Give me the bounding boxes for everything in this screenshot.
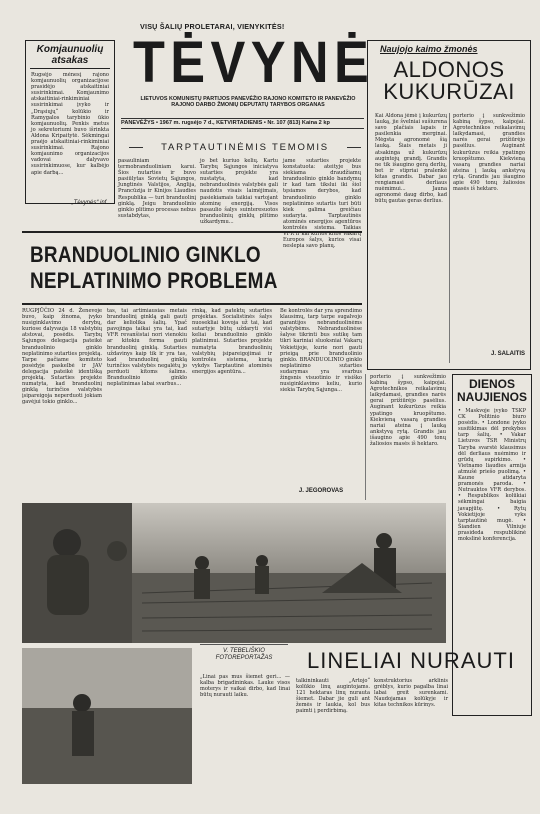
komjaunuoliu-title-1: Komjaunuolių: [36, 44, 104, 55]
main-article-col-3: rinką, kad patektų sutarties projektas. Socialistinės šalys nuosekliai kovoja už tai, kad sutartyje būtų uždaryti visi keliai branduolinio ginklo platinimui. Sutarties projekte numatyta branduolinių valstybių įsipareigojimai ir kontrolės sistema, kurią vykdys Tarptautinė atominės energijos agentūra...: [192, 308, 272, 375]
photo-caption: V. TEBELIŠKIO FOTOREPORTAŽAS: [215, 648, 273, 661]
feature-col-2: porterio į sunkvežimio kabiną šypso, kaipojai. Agrotechnikos reikalavimų laikydamasi, grandies narės gerai prižiūrėjo pasėlius. Auginant kukurūzus reikia ypatingo kruopštumo. Kiekvieną vasarą grandies nariai ateina į lauką ankstyvą rytą. Grandis jau išaugino apie 490 tonų žaliosios masės iš hektaro.: [453, 113, 525, 193]
main-article-signature: J. JEGOROVAS: [298, 488, 344, 494]
feature-col-1: Kai Aldona jėmė į kukurūzų lauką, jie švelniai sušiurena savo plačiais lapais ir pasilenkia merginai. Mėgsta agronomė šią lauką. Šiais metais ji atsakinga už kukurūzų augintojų grandį. Grandis ne tik išaugino gerą derlių, bet ir stipriai pralenkė kitas grandis. Dabar jau rengiamasi derliaus nuėmimui... Jauna agronomė daug dirbo, kad būtų gautas geras derlius.: [375, 113, 447, 205]
flax-field-photo: [22, 503, 446, 643]
bottom-left-photo: [22, 648, 192, 784]
feature-continue-col: porterio į sunkvežimio kabiną šypso, kaipojai. Agrotechnikos reikalavimų laikydamasi, grandies narės gerai prižiūrėjo pasėlius. Auginant kukurūzus reikia ypatingo kruopštumo. Kiekvieną vasarą grandies nariai ateina į lauką ankstyvą rytą. Grandis jau išaugino apie 490 tonų žaliosios masės iš hektaro.: [370, 374, 446, 448]
komjaunuoliu-box: [25, 40, 115, 204]
komjaunuoliu-text: Rugsėjo mėnesį rajono komjaunuolių organizacijose prasidėjo atskaitiniai susirinkimai. Komjaunimo atskaitiniai-rinkiminiai susirinkimai įvyko ir „Drąsiųjų“ kolūkio ir Ramygalos tarybinio ūkio komjaunuolių. Penkis metus jo sekretoriumi buvo išrinkta Aldona Kripaitytė. Sėkmingai praėjo atskaitiniai-rinkiminiai susirinkimai. Rajono komjaunimo organizacijos vadovai dalyvavo susirinkimuose, kur kalbėjo apie darbą...: [31, 72, 109, 176]
news-title-2: NAUJIENOS: [456, 390, 527, 404]
bottom-col-photo-caption: „Linai pas mus šiemet geri... — kalba brigadininkas. Lauke visos moterys ir vaikai dirbo, kad linai būtų nurauti laiku.: [200, 674, 290, 699]
section-title: TARPTAUTINĖMIS TEMOMIS: [125, 142, 365, 153]
masthead-subtitle: LIETUVOS KOMUNISTŲ PARTIJOS PANEVĖŽIO RAJONO KOMITETO IR PANEVĖŽIO RAJONO DARBO ŽMONIŲ DEPUTATŲ TARYBOS ORGANAS: [140, 96, 356, 109]
feature-box: [367, 40, 531, 370]
headline-box: [22, 231, 362, 305]
issue-line: PANEVĖŽYS • 1967 m. rugsėjo 7 d., KETVIRTADIENIS • Nr. 107 (813) Kaina 2 kp: [121, 118, 364, 129]
komjaunuoliu-title-2: atsakas: [30, 55, 110, 69]
main-article-col-2: tas, tai artimiausias metais branduolinį ginklą gali gauti dar keliolika šalių. Ypač pavojinga taikai yra tai, kad VFR revanšistai nori vienokiu ar kitokiu forma gauti branduolinį ginklą. Sutarties uždavinys kaip tik ir yra tas, kad branduolinį ginklą turinčios valstybės negalėtų jo perduoti kitoms šalims. Branduolinio ginklo neplatinimas labai svarbus...: [107, 308, 187, 388]
top-article-col-2: jo bet kuriuo kelių. Kartu Tarybų Sąjungos iniciatyva sutarties projekte yra nustatyta, kad nebranduolinės valstybės gali naudotis visais laimėjimais, pasiekiamais taikiai vartojant atominę energiją. Visos pasaulio šalys suinteresuotos branduolinių ginklų plitimo užkardymu...: [200, 158, 278, 225]
news-text: • Maskvoje įvyko TSKP CK Politinio biuro posėdis. • Londone įvyko susitikimas dėl prekybos tarp šalių. • Vakar Lietuvos TSR Ministrų Taryba svarstė klausimus dėl derliaus nuėmimo ir grūdų supirkimo. • Vietnamo liaudies armija atmušė priešo puolimą. • Kaune atidaryta pramonės paroda. • Nutrauktos VFR derybos. • Respublikos kolūkiai sėkmingai baigia javapjūtę. • Rytų Vokietijoje vyks tarptautinė mugė. • Šiandien Vilniuje prasideda respublikinė mokslinė konferencija.: [458, 408, 526, 542]
feature-headline: ALDONOS KUKURŪZAI: [383, 57, 515, 104]
main-headline-text: BRANDUOLINIO GINKLO NEPLATINIMO PROBLEMA: [30, 242, 278, 293]
masthead-slogan: VISŲ ŠALIŲ PROLETARAI, VIENYKITĖS!: [140, 22, 285, 31]
news-title-1: DIENOS: [468, 377, 515, 391]
bottom-col-2: talkininkauti „Artojo“ kolūkio linų augintojams. 121 hektaras linų nurauta šiemet. Dabar jie guli ant žemės ir laukia, kol bus paimti į perdirbimą.: [296, 678, 370, 715]
main-headline: [30, 242, 357, 294]
bottom-col-3: konstruktorius arklinis grėblys, kurio pagalba linai labai greit surenkami. Naudojamas kolūkyje ir kitas technikos kūrinys.: [374, 678, 448, 709]
top-article-col-1: pasauliniam termobranduoliniam karui. Šios nutarties ir buvo pasiūlytas Sovietų Sąjungos, Jungtinės Valstijos, Anglija, Prancūzija ir Kinijos Liaudies Respublika — turi branduolinį ginklą. Jeigu branduolinio ginklo plitimo procesas nebus sustabdytas,: [118, 158, 196, 219]
komjaunuoliu-signature: „Tėvynės“ inf.: [71, 200, 108, 206]
main-article-col-4: Be kontrolės dar yra sprendimo klausimų, tarp tarpe sugalvojo garantijos nebranduolinėms valstybėms. Nebranduolinėse šalyse tikrinti bus sutikę tam tikri kariniai sluoksniai Vakarų Vokietijoje, kurie nori gauti prieigą prie branduolinio ginklo. BRANDUOLINIO ginklo neplatinimo sutarties sudarymas yra svarbus žingsnis visuotinio ir visiško nusiginklavimo keliu, kurio siekia Tarybų Sąjunga...: [280, 308, 362, 394]
feature-signature: J. SALAITIS: [490, 351, 525, 357]
bottom-headline: LINELIAI NURAUTI: [307, 648, 515, 673]
photo-illustration: [22, 503, 446, 643]
newspaper-title: TĖVYNĖ: [133, 30, 375, 95]
feature-kicker: Naujojo kaimo žmonės: [380, 44, 478, 54]
main-article-col-1: RUGPJŪČIO 24 d. Ženevoje buvo, kaip žinoma, įvyko nusiginklavimo derybų, kuriose dalyvauja 18 valstybių atstovai, posėdis. Tarybų Sąjungos delegacija pateikė branduolinio ginklo neplatinimo sutarties projektą. Tarpe pačiame komiteto posėdyje paskelbė ir JAV delegacija pateikė identišką projektą. Sutarties projekte numatyta, kad branduolinį ginklą turinčios valstybės įsipareigoja neperduoti jokiam gavėjui tokio ginklo...: [22, 308, 102, 406]
top-article-col-3: jame sutarties projekte konstatuota: ateityje bus siekiama draudžiamų branduolinio ginklo bandymų ir kad tam tikslui iki šiol tęsiamos derybos, kad branduolinio ginklo neplatinimo sutartis turi būti kiek galima greičiau sudaryta. Tarptautinės atominės energijos agentūros kontrolės sistema. Taikias VFR ir kai kurios kitos Vakarų Europos šalys, kurios visai neslepia savo planų.: [283, 158, 361, 250]
